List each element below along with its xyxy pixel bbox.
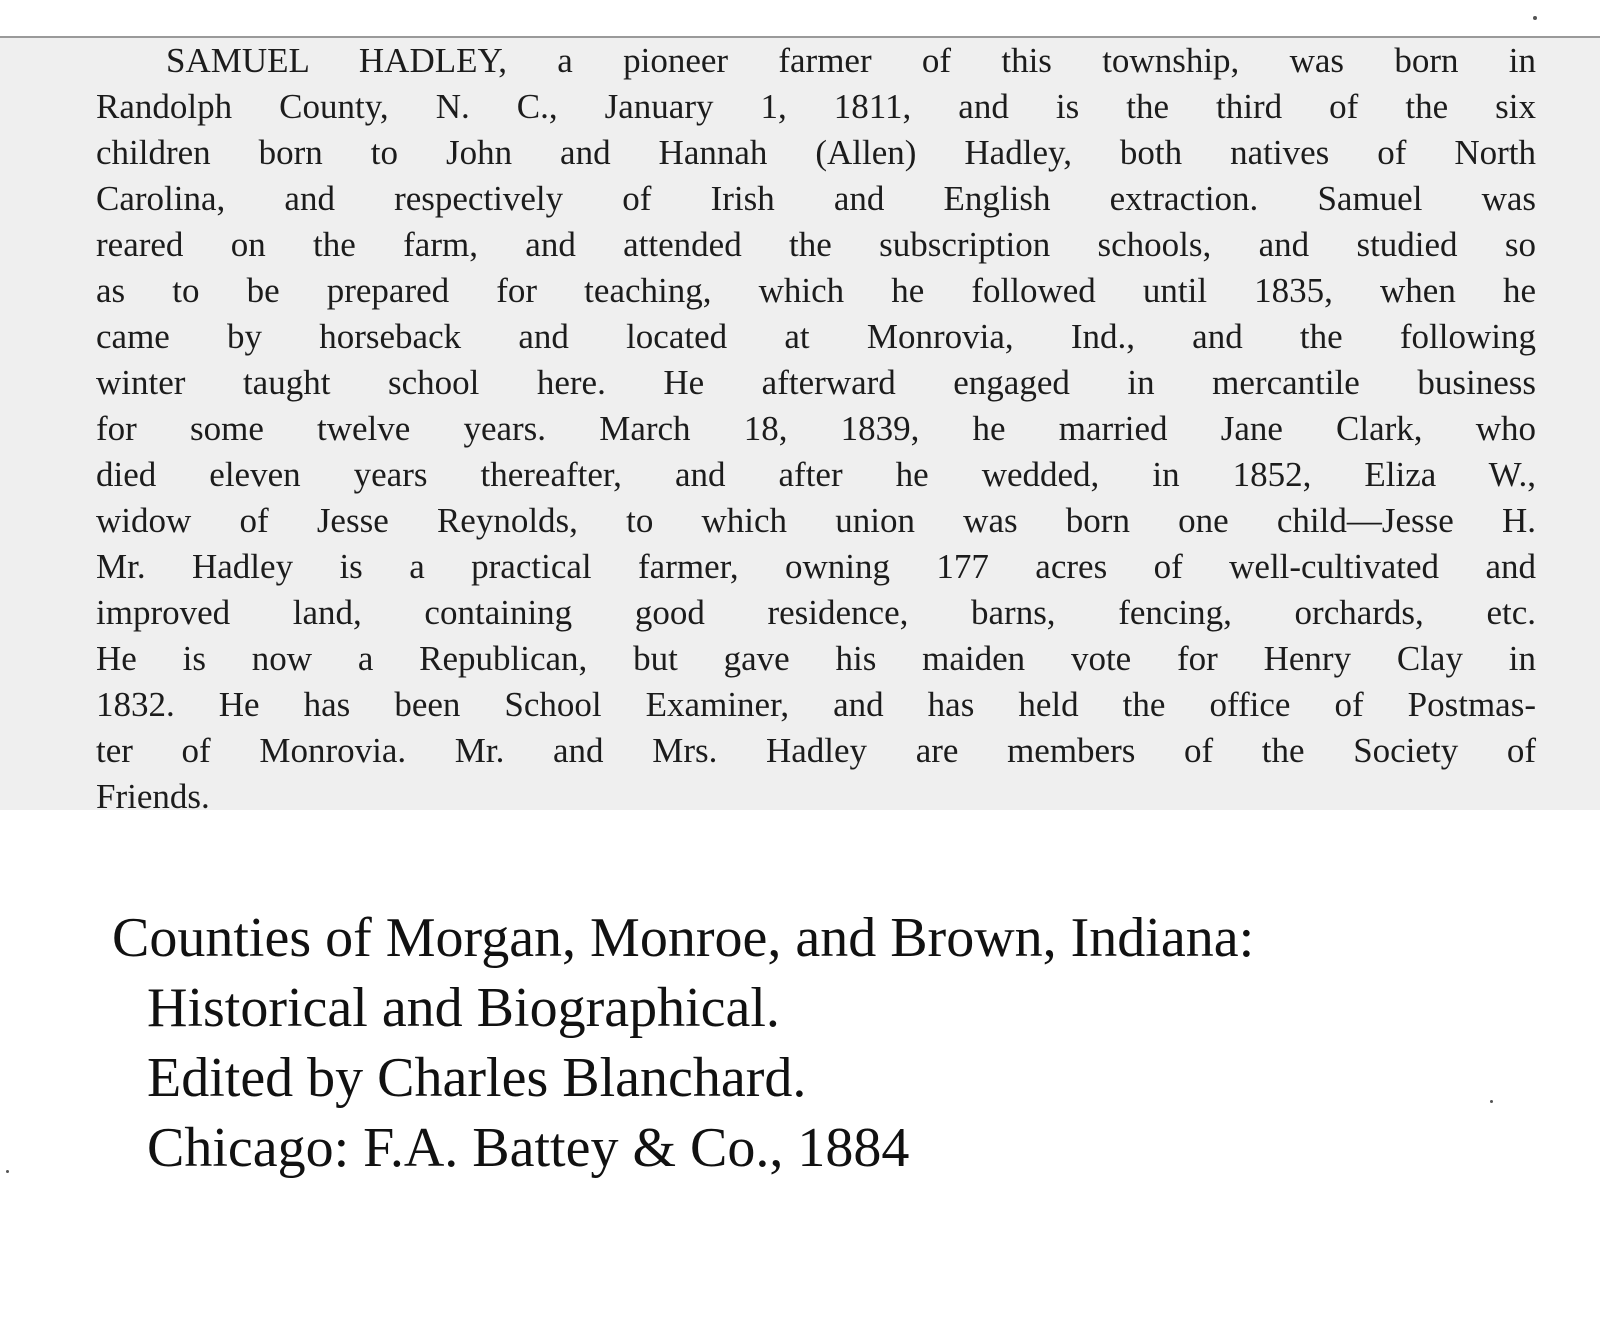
scan-speck: [6, 1170, 9, 1173]
scan-speck: [1533, 16, 1537, 20]
scan-speck: [1490, 1100, 1493, 1103]
citation-editor: Edited by Charles Blanchard.: [147, 1047, 807, 1109]
biography-line: widow of Jesse Reynolds, to which union was born one child—Jesse H.: [96, 501, 1536, 540]
biography-line: came by horseback and located at Monrovia, Ind., and the following: [96, 317, 1536, 356]
citation-publisher: Chicago: F.A. Battey & Co., 1884: [147, 1117, 910, 1179]
biography-line: for some twelve years. March 18, 1839, he married Jane Clark, who: [96, 409, 1536, 448]
biography-text: [96, 38, 1536, 820]
biography-line: reared on the farm, and attended the subscription schools, and studied so: [96, 225, 1536, 264]
biography-line: improved land, containing good residence, barns, fencing, orchards, etc.: [96, 593, 1536, 632]
biography-line: as to be prepared for teaching, which he followed until 1835, when he: [96, 271, 1536, 310]
biography-line: children born to John and Hannah (Allen) Hadley, both natives of North: [96, 133, 1536, 172]
citation-subtitle: Historical and Biographical.: [147, 977, 780, 1039]
biography-line: Carolina, and respectively of Irish and English extraction. Samuel was: [96, 179, 1536, 218]
biography-line: Friends.: [96, 777, 210, 816]
source-citation: [112, 903, 1254, 1183]
biography-line: SAMUEL HADLEY, a pioneer farmer of this township, was born in: [166, 41, 1536, 80]
biography-line: Mr. Hadley is a practical farmer, owning 177 acres of well-cultivated and: [96, 547, 1536, 586]
biography-line: ter of Monrovia. Mr. and Mrs. Hadley are members of the Society of: [96, 731, 1536, 770]
biography-line: winter taught school here. He afterward engaged in mercantile business: [96, 363, 1536, 402]
biography-line: He is now a Republican, but gave his maiden vote for Henry Clay in: [96, 639, 1536, 678]
biography-line: died eleven years thereafter, and after he wedded, in 1852, Eliza W.,: [96, 455, 1536, 494]
citation-title: Counties of Morgan, Monroe, and Brown, Indiana:: [112, 907, 1255, 969]
biography-line: Randolph County, N. C., January 1, 1811, and is the third of the six: [96, 87, 1536, 126]
biography-line: 1832. He has been School Examiner, and has held the office of Postmas-: [96, 685, 1536, 724]
